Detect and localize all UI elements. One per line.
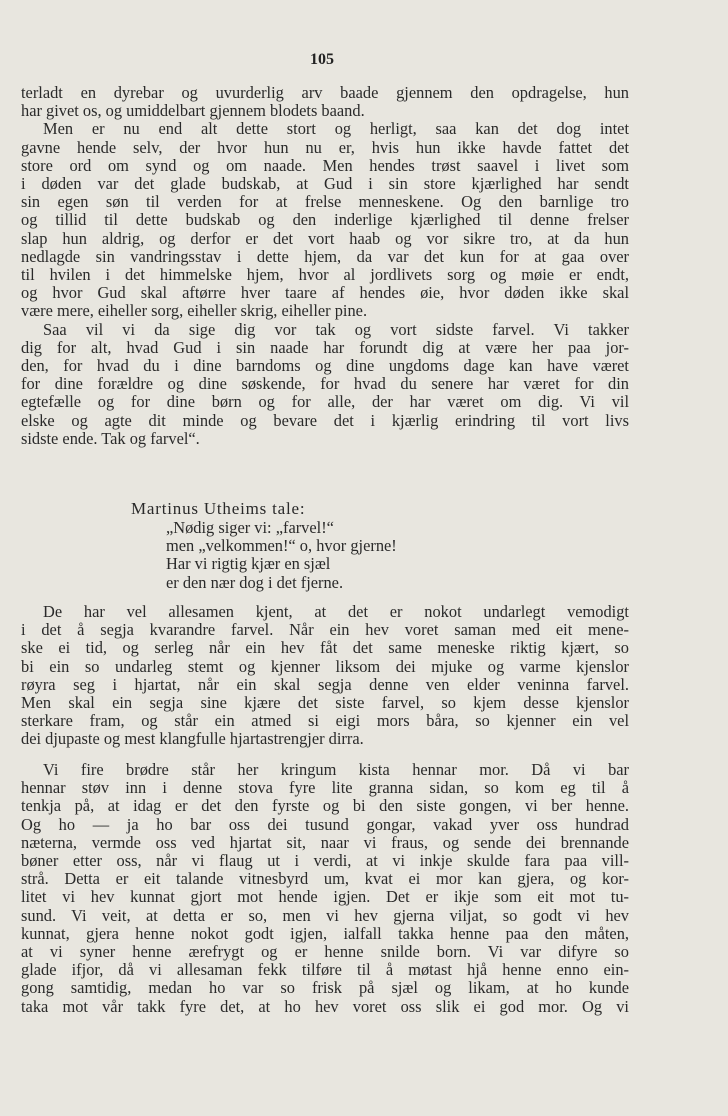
text-line: litet vi hev kunnat gjort mot hende igjen. Det er ikje som eit mot tu- [21,887,629,907]
text-line: gong samtidig, medan ho var so frisk på sjæl og likam, at ho kunde [21,978,629,998]
text-line: tenkja på, at idag er det den fyrste og bi den siste gongen, vi ber henne. [21,796,629,816]
text-line: i døden var det glade budskab, at Gud i sin store kjærlighed har sendt [21,174,629,194]
paragraph-four-brothers [21,761,629,1016]
text-line: Men skal ein segja sine kjære det siste farvel, so kjem desse kjenslor [21,693,629,713]
text-line: egtefælle og for dine børn og for alle, der har været om dig. Vi vil [21,392,629,412]
speaker-heading: Martinus Utheims tale: [131,499,306,518]
text-line: for dine forældre og dine søskende, for hvad du senere har været for din [21,374,629,394]
text-line: være mere, eiheller sorg, eiheller skrig, eiheller pine. [21,301,368,321]
text-line: De har vel allesamen kjent, at det er nokot undarlegt vemodigt [43,602,629,621]
page-number: 105 [310,51,334,68]
text-line: taka mot vår takk fyre det, at ho hev voret oss slik ei god mor. Og vi [21,996,629,1016]
text-line: Og ho — ja ho bar oss dei tusund gongar, vakad yver oss hundrad [21,814,629,834]
poem-line: „Nødig siger vi: „farvel!“ [166,518,334,537]
text-line: elske og agte dit minde og bevare det i kjærlig erindring til vort livs [21,410,629,430]
text-line: den, for hvad du i dine barndoms og dine ungdoms dage kan have været [21,356,629,376]
text-line: kunnat, gjera henne nokot godt igjen, ialfall takka henne paa den måten, [21,923,629,943]
text-line: sterkare fram, og står ein atmed si eigi mors båra, so kjenner ein vel [21,711,629,731]
text-line: røyra seg i hjartat, når ein skal segja denne ven elder veninna farvel. [21,674,629,694]
text-line: glade ifjor, då vi allesaman fekk tilføre til å møtast hjå henne enno ein- [21,960,629,980]
poem-line: men „velkommen!“ o, hvor gjerne! [166,536,397,556]
poem-line: Har vi rigtig kjær en sjæl [166,554,331,574]
text-line: nedlagde sin vandringsstav i dette hjem, da var det kun for at gaa over [21,246,629,266]
text-line: sund. Vi veit, at detta er so, men vi hev gjerna viljat, so godt vi hev [21,905,629,925]
text-line: ske ei tid, og serleg når ein hev fåt det same meneske riktig kjært, so [21,638,629,658]
text-line: Vi fire brødre står her kringum kista hennar mor. Då vi bar [43,760,629,779]
text-line: har givet os, og umiddelbart gjennem blodets baand. [21,101,365,121]
text-line: dig for alt, hvad Gud i sin naade har forundt dig at være her paa jor- [21,337,629,357]
text-line: hennar støv inn i denne stova fyre lite granna sidan, so kom eg til å [21,778,629,798]
text-line: sidste ende. Tak og farvel“. [21,428,200,448]
text-line: til hvilen i det himmelske hjem, hvor al jordlivets sorg og møie er endt, [21,265,629,285]
poem-line: er den nær dog i det fjerne. [166,572,344,592]
poem-stanza [166,519,397,592]
text-line: slap hun aldrig, og derfor er det vort haab og vor sikre tro, at da hun [21,228,629,248]
text-line: Men er nu end alt dette stort og herligt, saa kan det dog intet [43,119,629,139]
text-line: dei djupaste og mest klangfulle hjartastrengjer dirra. [21,729,364,749]
text-line: bøner etter oss, når vi flaug ut i verdi, at vi inkje skulde fara paa vill- [21,851,629,871]
text-line: strå. Detta er eit talande vitnesbyrd um, kvat ei mor kan gjera, og kor- [21,869,629,889]
text-line: og tillid til dette budskab og den inderlige kjærlighed til denne frelser [21,210,629,230]
text-line: Saa vil vi da sige dig vor tak og vort sidste farvel. Vi takker [43,319,629,339]
text-line: store ord om synd og om naade. Men hendes trøst saavel i livet som [21,155,629,175]
text-line: og hvor Gud skal aftørre hver taare af hendes øie, hvor døden ikke skal [21,283,629,303]
text-line: bi ein so undarleg stemt og kjenner liksom dei mjuke og varme kjenslor [21,656,629,676]
text-line: terladt en dyrebar og uvurderlig arv baade gjennem den opdragelse, hun [21,83,629,102]
text-line: gavne hende selv, der hvor hun nu er, hvis hun ikke havde fattet det [21,137,629,157]
paragraph-eulogy-part-one [21,84,629,448]
text-line: sin egen søn til verden for at frelse menneskene. Og den barnlige tro [21,192,629,212]
text-line: næterna, vermde oss ved hjartat sit, naar vi fraus, og sende dei brennande [21,832,629,852]
text-line: at vi syner henne ærefrygt og er henne snilde born. Vi var difyre so [21,942,629,962]
paragraph-farewell-reflection [21,603,629,749]
text-line: i det å segja kvarandre farvel. Når ein hev voret saman med eit mene- [21,620,629,640]
